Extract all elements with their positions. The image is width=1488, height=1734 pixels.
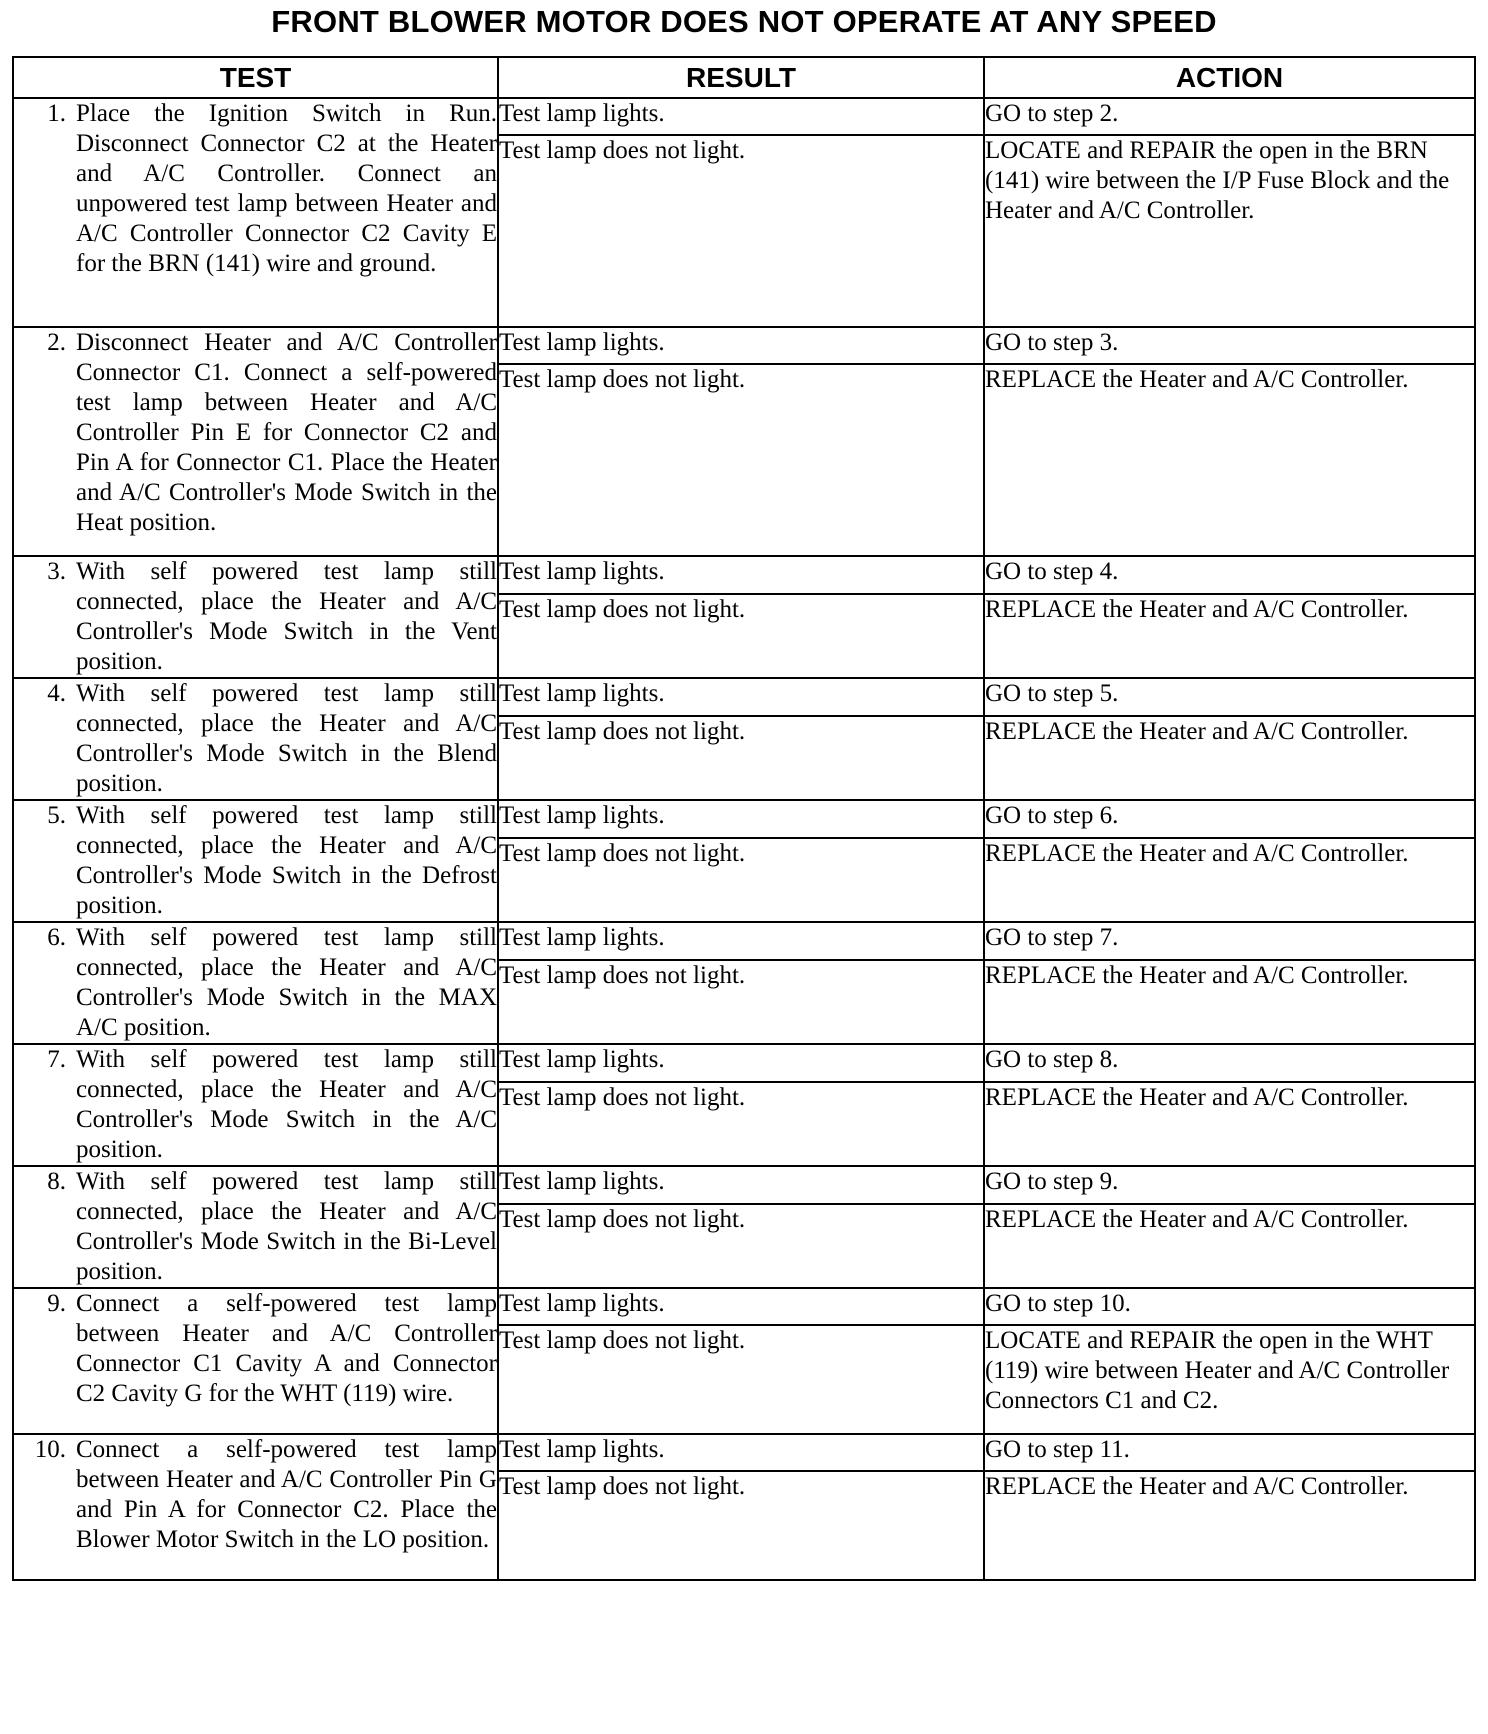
action-cell: REPLACE the Heater and A/C Controller. [984,1204,1475,1288]
table-row [13,327,1475,364]
action-cell: REPLACE the Heater and A/C Controller. [984,364,1475,556]
diagnostic-table [12,56,1476,1581]
result-cell: Test lamp does not light. [498,1325,984,1434]
action-cell: GO to step 10. [984,1288,1475,1325]
result-cell: Test lamp does not light. [498,1204,984,1288]
result-cell: Test lamp lights. [498,1434,984,1471]
result-cell: Test lamp does not light. [498,594,984,678]
step-number: 6. [47,924,66,951]
action-cell: GO to step 3. [984,327,1475,364]
table-row [13,98,1475,135]
result-cell: Test lamp does not light. [498,1471,984,1580]
result-cell: Test lamp lights. [498,98,984,135]
result-cell: Test lamp lights. [498,1044,984,1082]
test-cell [13,922,498,1044]
result-cell: Test lamp lights. [498,800,984,838]
result-cell: Test lamp lights. [498,556,984,594]
table-row [13,1288,1475,1325]
test-cell [13,678,498,800]
column-header-test: TEST [13,57,498,98]
result-cell: Test lamp does not light. [498,1082,984,1166]
step-instruction: Connect a self-powered test lamp between Heater and A/C Controller Pin G and Pin A for Connector C2. Place the Blower Motor Switch in the LO position. [76,1436,497,1553]
table-row [13,678,1475,716]
result-cell: Test lamp lights. [498,922,984,960]
step-number: 1. [47,100,66,127]
table-row [13,800,1475,838]
table-row [13,922,1475,960]
action-cell: GO to step 8. [984,1044,1475,1082]
test-cell [13,327,498,556]
step-instruction: Connect a self-powered test lamp between Heater and A/C Controller Connector C1 Cavity A and Connector C2 Cavity G for the WHT (119) wire. [76,1290,497,1407]
column-header-action: ACTION [984,57,1475,98]
table-row [13,1166,1475,1204]
table-row [13,1044,1475,1082]
result-cell: Test lamp does not light. [498,716,984,800]
action-cell: LOCATE and REPAIR the open in the WHT (119) wire between Heater and A/C Controller Connectors C1 and C2. [984,1325,1475,1434]
step-number: 3. [47,558,66,585]
action-cell: GO to step 2. [984,98,1475,135]
step-instruction: With self powered test lamp still connected, place the Heater and A/C Controller's Mode Switch in the MAX A/C position. [76,924,497,1041]
page-title: FRONT BLOWER MOTOR DOES NOT OPERATE AT ANY SPEED [271,4,1217,39]
action-cell: GO to step 7. [984,922,1475,960]
step-number: 8. [47,1168,66,1195]
result-cell: Test lamp lights. [498,1288,984,1325]
table-row [13,556,1475,594]
step-instruction: With self powered test lamp still connected, place the Heater and A/C Controller's Mode Switch in the Defrost position. [76,802,497,919]
step-instruction: Place the Ignition Switch in Run. Disconnect Connector C2 at the Heater and A/C Controller. Connect an unpowered test lamp between Heater and A/C Controller Connector C2 Cavity E for the BRN (141) wire and ground. [76,100,497,277]
test-cell [13,1166,498,1288]
test-cell [13,800,498,922]
result-cell: Test lamp lights. [498,678,984,716]
action-cell: LOCATE and REPAIR the open in the BRN (141) wire between the I/P Fuse Block and the Heater and A/C Controller. [984,135,1475,327]
result-cell: Test lamp does not light. [498,135,984,327]
step-number: 7. [47,1046,66,1073]
action-cell: REPLACE the Heater and A/C Controller. [984,1471,1475,1580]
action-cell: GO to step 6. [984,800,1475,838]
step-instruction: Disconnect Heater and A/C Controller Connector C1. Connect a self-powered test lamp between Heater and A/C Controller Pin E for Connector C2 and Pin A for Connector C1. Place the Heater and A/C Controller's Mode Switch in the Heat position. [76,329,497,536]
result-cell: Test lamp does not light. [498,838,984,922]
table-row [13,1434,1475,1471]
test-cell [13,98,498,327]
result-cell: Test lamp lights. [498,1166,984,1204]
result-cell: Test lamp does not light. [498,364,984,556]
step-instruction: With self powered test lamp still connected, place the Heater and A/C Controller's Mode Switch in the Bi-Level position. [76,1168,497,1285]
test-cell [13,1044,498,1166]
action-cell: GO to step 11. [984,1434,1475,1471]
step-number: 9. [47,1290,66,1317]
action-cell: REPLACE the Heater and A/C Controller. [984,716,1475,800]
test-cell [13,1288,498,1434]
test-cell [13,556,498,678]
test-cell [13,1434,498,1580]
header-row [13,57,1475,98]
action-cell: GO to step 9. [984,1166,1475,1204]
result-cell: Test lamp does not light. [498,960,984,1044]
step-instruction: With self powered test lamp still connected, place the Heater and A/C Controller's Mode Switch in the A/C position. [76,1046,497,1163]
step-number: 10. [34,1436,66,1463]
column-header-result: RESULT [498,57,984,98]
step-instruction: With self powered test lamp still connected, place the Heater and A/C Controller's Mode Switch in the Vent position. [76,558,497,675]
action-cell: GO to step 5. [984,678,1475,716]
step-number: 4. [47,680,66,707]
step-number: 2. [47,329,66,356]
step-instruction: With self powered test lamp still connected, place the Heater and A/C Controller's Mode Switch in the Blend position. [76,680,497,797]
action-cell: REPLACE the Heater and A/C Controller. [984,838,1475,922]
step-number: 5. [47,802,66,829]
action-cell: GO to step 4. [984,556,1475,594]
action-cell: REPLACE the Heater and A/C Controller. [984,594,1475,678]
result-cell: Test lamp lights. [498,327,984,364]
action-cell: REPLACE the Heater and A/C Controller. [984,960,1475,1044]
action-cell: REPLACE the Heater and A/C Controller. [984,1082,1475,1166]
